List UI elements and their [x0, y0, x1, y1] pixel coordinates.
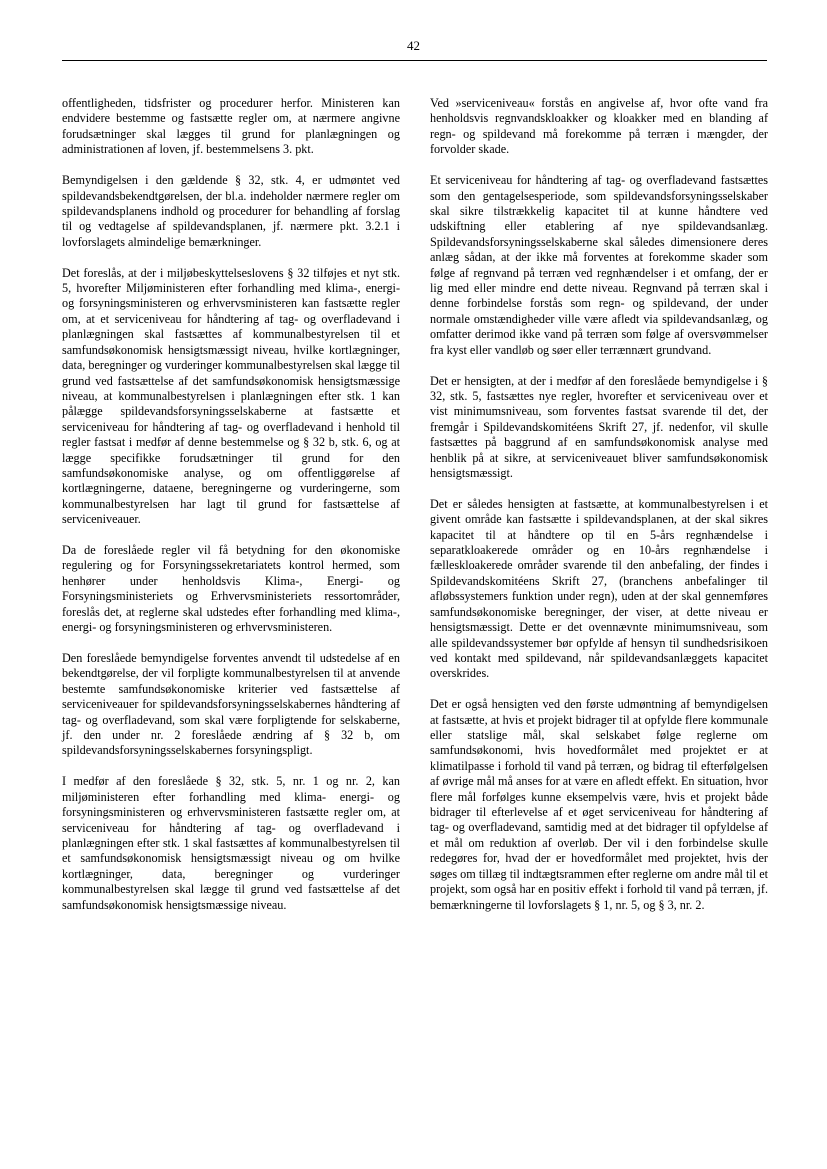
paragraph: offentligheden, tidsfrister og procedurer herfor. Ministeren kan endvidere bestemme og fastsætte regler om, at nærmere angivne forudsætninger skal lægges til grund for planlægningen og administrationen af loven, jf. bestemmelsens 3. pkt.	[62, 96, 400, 157]
paragraph: Et serviceniveau for håndtering af tag- og overfladevand fastsættes som den gentagelsesperiode, som spildevandsforsyningsselskaber skal sikre tilstrækkelig kapacitet til at kunne håndtere ved udskiftning eller etablering af nye spildevandsanlæg. Spildevandsforsyningsselskaberne skal således dimensionere deres anlæg sådan, at der ikke må forventes at forekomme skader som følge af regnvand på terræn ved regnhændelser i et omfang, der er lig med eller mindre end dette niveau. Regnvand på terræn skal i denne forbindelse forstås som regn- og spildevand, der under normale omstændigheder ville være afledt via spildevandsanlæg, og omfatter derimod ikke vand på terræn som følge af oversvømmelser fra kyst eller vandløb og søer eller terrænnært grundvand.	[430, 173, 768, 357]
paragraph: Det er også hensigten ved den første udmøntning af bemyndigelsen at fastsætte, at hvis et projekt bidrager til at opfylde flere kommunale eller statslige mål, skal selskabet følge reglerne om samfundsøkonomi, hvis hovedformålet med projektet er at klimatilpasse i forhold til vand på terræn, og bidrag til efterfølgelsen af øvrige mål må anses for at være en afledt effekt. En situation, hvor flere mål forfølges kunne eksempelvis være, hvis et projekt både bidrager til efterlevelse af et øget serviceniveau for håndtering af tag- og overfladevand, samtidig med at det bidrager til opfyldelse af et mål om reduktion af overløb. Der vil i den forbindelse skulle redegøres for, hvad der er hovedformålet med projektet, hvis der søges om tillæg til indtægtsrammen efter reglerne om andre mål til et projekt, som også har en positiv effekt i forhold til vand på terræn, jf. bemærkningerne til lovforslagets § 1, nr. 5, og § 3, nr. 2.	[430, 697, 768, 912]
paragraph: Det er således hensigten at fastsætte, at kommunalbestyrelsen i et givent område kan fastsætte i spildevandsplanen, at der skal sikres kapacitet til at håndtere op til en 5-års regnhændelse i separatkloakerede områder og en 10-års regnhændelse i fælleskloakerede områder svarende til den anbefaling, der findes i Spildevandskomitéens Skrift 27, (branchens anbefalinger til afløbssystemers funktion under regn), uden at der skal gennemføres samfundsøkonomiske beregninger, der viser, at dette niveau er hensigtsmæssigt. Dette er det ovennævnte minimumsniveau, som alle spildevandssystemer bør opfylde af hensyn til sundhedsrisikoen ved kontakt med spildevand, når spildevandsanlæggets kapacitet overskrides.	[430, 496, 768, 681]
paragraph: Da de foreslåede regler vil få betydning for den økonomiske regulering og for Forsyningssekretariatets kontrol hermed, som henhører under henholdsvis Klima-, Energi- og Forsyningsministeriets og Erhvervsministeriets ressortområder, foreslås det, at reglerne skal udstedes efter forhandling med klima-, energi- og forsyningsministeren og erhvervsministeren.	[62, 543, 400, 635]
paragraph: Ved »serviceniveau« forstås en angivelse af, hvor ofte vand fra henholdsvis regnvandskloakker og kloakker med en blanding af regn- og spildevand må forekomme på terræn i mængder, der forvolder skade.	[430, 96, 768, 157]
paragraph: Bemyndigelsen i den gældende § 32, stk. 4, er udmøntet ved spildevandsbekendtgørelsen, der bl.a. indeholder nærmere regler om spildevandsplanens indhold og procedurer for behandling af forslag til og vedtagelse af spildevandsplanen, jf. nærmere pkt. 3.2.1 i lovforslagets almindelige bemærkninger.	[62, 173, 400, 249]
right-column	[430, 96, 768, 913]
header-rule	[62, 60, 767, 61]
paragraph: Det foreslås, at der i miljøbeskyttelseslovens § 32 tilføjes et nyt stk. 5, hvorefter Miljøministeren efter forhandling med klima-, energi- og forsyningsministeren og erhvervsministeren kan fastsætte regler om, at et serviceniveau for håndtering af tag- og overfladevand i planlægningen skal fastsættes af kommunalbestyrelsen til et samfundsøkonomisk hensigtsmæssigt niveau, hvilke kortlægninger, data, beregninger og vurderinger kommunalbestyrelsen skal lægge til grund ved fastsættelse af det samfundsøkonomisk hensigtsmæssige niveau, at kommunalbestyrelsen i planlægningen efter stk. 1 kan pålægge spildevandsforsyningsselskaberne at fastsætte et serviceniveau for håndtering af tag- og overfladevand i henhold til regler fastsat i medfør af denne bestemmelse og § 32 b, stk. 6, og at lægge specifikke forudsætninger til grund for den samfundsøkonomiske analyse, og om offentliggørelse af kortlægningerne, dataene, beregningerne og vurderingerne, som kommunalbestyrelsen har lagt til grund for fastsættelse af serviceniveauer.	[62, 265, 400, 527]
page-number: 42	[407, 38, 420, 53]
paragraph: Det er hensigten, at der i medfør af den foreslåede bemyndigelse i § 32, stk. 5, fastsættes nye regler, hvorefter et serviceniveau over et vist minimumsniveau, som forventes fastsat svarende til det, der fremgår i Spildevandskomitéens Skrift 27, jf. nedenfor, vil skulle fastsættes på baggrund af en samfundsøkonomisk analyse med henblik på at sikre, at serviceniveauet bliver samfundsøkonomisk hensigtsmæssigt.	[430, 373, 768, 480]
left-column	[62, 96, 400, 913]
paragraph: I medfør af den foreslåede § 32, stk. 5, nr. 1 og nr. 2, kan miljøministeren efter forhandling med klima- energi- og forsyningsministeren og erhvervsministeren fastsætte regler om, at serviceniveau for håndtering af tag- og overfladevand i planlægningen efter stk. 1 skal fastsættes af kommunalbestyrelsen til et samfundsøkonomisk hensigtsmæssigt niveau og om hvilke kortlægninger, data, beregninger og vurderinger kommunalbestyrelsen skal lægge til grund ved fastsættelse af det samfundsøkonomisk hensigtsmæssige niveau.	[62, 774, 400, 912]
paragraph: Den foreslåede bemyndigelse forventes anvendt til udstedelse af en bekendtgørelse, der vil forpligte kommunalbestyrelsen til at anvende bestemte samfundsøkonomiske kriterier ved fastsættelse af serviceniveauer for spildevandsforsyningsselskabernes håndtering af tag- og overfladevand, som skal være forpligtende for selskaberne, jf. den under nr. 2 foreslåede ændring af § 32 b, om spildevandsforsyningsselskabernes forsyningspligt.	[62, 651, 400, 758]
